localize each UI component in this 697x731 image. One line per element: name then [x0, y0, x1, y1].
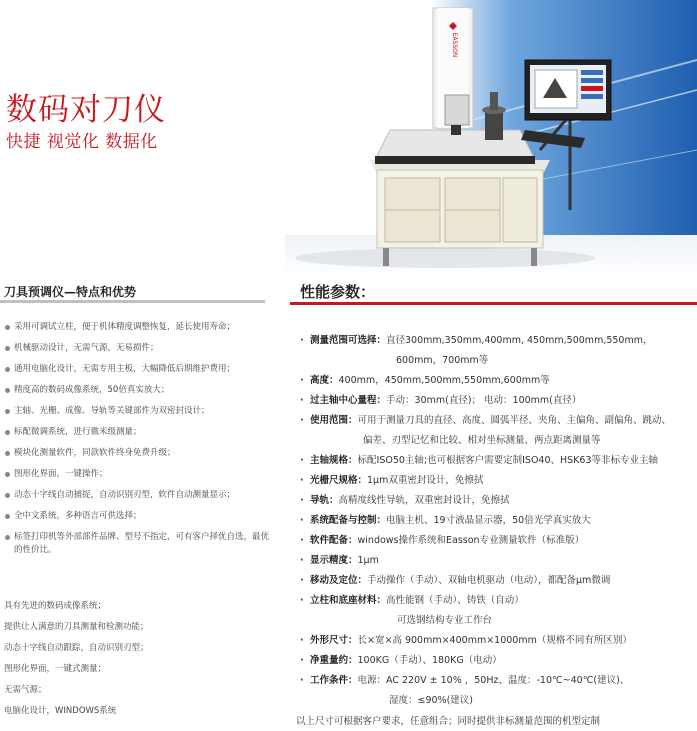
- spec-label: 光栅尺规格：: [310, 475, 368, 486]
- specs-list: [300, 331, 695, 711]
- spec-row: [300, 631, 695, 651]
- spec-value: 电源：AC 220V ± 10% ，50Hz、温度：-10℃~40℃(建议)、: [357, 675, 630, 686]
- advantage-item: 提供让人满意的刀具测量和检测功能；: [4, 622, 149, 632]
- spec-row: [300, 371, 695, 391]
- spec-label: 测量范围可选择：: [310, 335, 387, 346]
- spec-value-continued: 可选钢结构专业工作台: [397, 615, 493, 626]
- spec-row: [300, 551, 695, 571]
- spec-label: 高度：: [310, 375, 339, 386]
- advantage-item: 动态十字线自动跟踪，自动识别刃型；: [4, 643, 149, 653]
- spec-value: 标配ISO50主轴;也可根据客户需要定制ISO40、HSK63等非标专业主轴: [357, 455, 659, 466]
- spec-label: 使用范围：: [310, 415, 358, 426]
- spec-row: [300, 671, 695, 711]
- feature-item: 模块化测量软件，同款软件终身免费升级；: [4, 447, 274, 460]
- product-subtitle: 快捷 视觉化 数据化: [6, 132, 158, 152]
- spec-label: 工作条件：: [310, 675, 358, 686]
- feature-item: 精度高的数码成像系统，50倍真实放大；: [4, 384, 274, 397]
- spec-label: 导轨：: [310, 495, 339, 506]
- feature-item: 动态十字线自动捕捉，自动识别刃型，软件自动测量显示；: [4, 489, 274, 502]
- spec-value-continued: 偏差、刃型记忆和比较、相对坐标测量、两点距离测量等: [363, 435, 601, 446]
- spec-row: [300, 531, 695, 551]
- specs-heading: 性能参数：: [300, 283, 376, 301]
- brand-logo-text: EASSON: [451, 32, 458, 58]
- spec-row: [300, 591, 695, 631]
- spec-value: 1μm: [357, 555, 379, 566]
- advantages-list: [4, 600, 149, 726]
- spec-label: 主轴规格：: [310, 455, 358, 466]
- feature-item: 主轴、光栅、成像、导轨等关键部件为双密封设计；: [4, 405, 274, 418]
- spec-label: 移动及定位：: [310, 575, 368, 586]
- advantage-item: 无需气源；: [4, 685, 47, 695]
- spec-value: 高性能钢（手动）、铸铁（自动）: [386, 595, 524, 606]
- product-title: 数码对刀仪: [6, 92, 166, 128]
- feature-item: 标配微调系统，进行微米级测量；: [4, 426, 274, 439]
- feature-item: 图形化界面，一键操作；: [4, 468, 274, 481]
- advantage-item: 图形化界面，一键式测量；: [4, 664, 107, 674]
- spec-value: 100KG（手动）、180KG（电动）: [357, 655, 502, 666]
- spec-row: [300, 491, 695, 511]
- spec-label: 软件配备：: [310, 535, 358, 546]
- spec-row: [300, 651, 695, 671]
- spec-label: 系统配备与控制：: [310, 515, 387, 526]
- spec-value: 长×宽×高 900mm×400mm×1000mm（规格不同有所区别）: [357, 635, 632, 646]
- spec-value: 直径300mm,350mm,400mm, 450mm,500mm,550mm，: [386, 335, 653, 346]
- spec-label: 立柱和底座材料：: [310, 595, 387, 606]
- spec-value: 可用于测量刀具的直径、高度、圆弧半径、夹角、主偏角、副偏角、跳动、: [357, 415, 672, 426]
- spec-label: 外形尺寸：: [310, 635, 358, 646]
- specs-heading-rule: [290, 302, 697, 305]
- spec-row: [300, 391, 695, 411]
- advantage-item: 电脑化设计，WINDOWS系统: [4, 706, 117, 716]
- spec-label: 过主轴中心量程：: [310, 395, 387, 406]
- spec-row: [300, 511, 695, 531]
- spec-value: 高精度线性导轨，双重密封设计，免擦拭: [338, 495, 510, 506]
- spec-row: [300, 331, 695, 371]
- feature-item: 全中文系统，多种语言可供选择；: [4, 510, 274, 523]
- spec-row: [300, 571, 695, 591]
- spec-value: 手动：30mm(直径)； 电动：100mm(直径）: [386, 395, 582, 406]
- features-heading-rule: [0, 300, 265, 303]
- spec-value-continued: 600mm，700mm等: [396, 355, 489, 366]
- spec-value: 1μm双重密封设计，免擦拭: [367, 475, 484, 486]
- feature-item: 机械驱动设计，无需气源，无易损件；: [4, 342, 274, 355]
- spec-value: 电脑主机、19寸液晶显示器，50倍光学真实放大: [386, 515, 591, 526]
- spec-value: 400mm，450mm,500mm,550mm,600mm等: [338, 375, 550, 386]
- features-heading: 刀具预调仪—特点和优势: [4, 285, 137, 299]
- product-photo: [285, 0, 697, 278]
- advantage-item: 具有先进的数码成像系统；: [4, 601, 107, 611]
- features-list: [4, 321, 274, 565]
- spec-row: [300, 471, 695, 491]
- feature-item: 标签打印机等外部部件品牌、型号不指定，可有客户择优自选，最优的性价比。: [4, 531, 274, 557]
- feature-item: 采用可调试立柱，便于机体精度调整恢复，延长使用寿命；: [4, 321, 274, 334]
- spec-row: [300, 451, 695, 471]
- spec-value: windows操作系统和Easson专业测量软件（标准版）: [357, 535, 585, 546]
- spec-value: 手动操作（手动）、双轴电机驱动（电动），都配备μm微调: [367, 575, 611, 586]
- spec-row: [300, 411, 695, 451]
- spec-label: 净重量约：: [310, 655, 358, 666]
- spec-label: 显示精度：: [310, 555, 358, 566]
- feature-item: 通用电脑化设计，无需专用主板，大幅降低后期维护费用；: [4, 363, 274, 376]
- spec-value-continued: 湿度：≤90%(建议): [389, 695, 473, 706]
- specs-footnote: 以上尺寸可根据客户要求，任意组合；同时提供非标测量范围的机型定制: [296, 716, 601, 727]
